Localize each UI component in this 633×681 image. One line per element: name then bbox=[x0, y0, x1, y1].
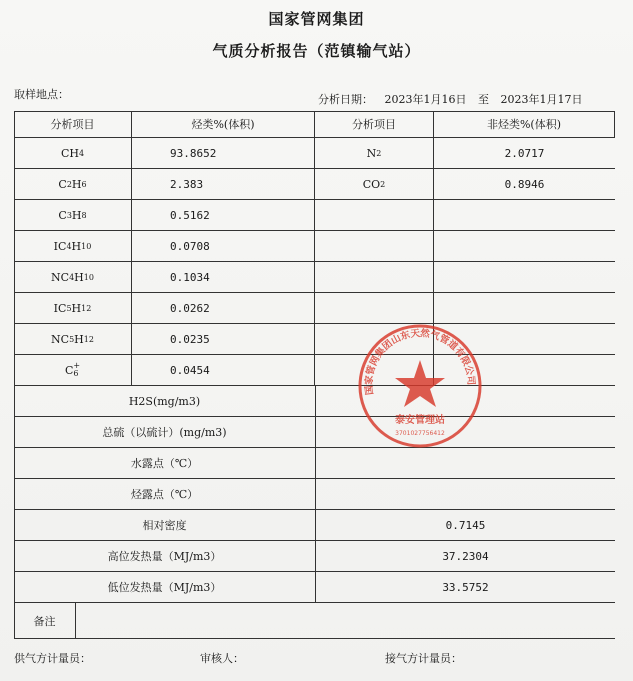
date-to-word: 至 bbox=[478, 93, 489, 106]
property-value bbox=[316, 448, 615, 479]
component-name: C 2 H 6 bbox=[14, 169, 132, 200]
header-item-2: 分析项目 bbox=[315, 111, 434, 138]
date-from: 2023年1月16日 bbox=[384, 93, 467, 106]
analysis-table bbox=[14, 111, 615, 639]
non-hydrocarbon-name bbox=[315, 293, 434, 324]
header-item: 分析项目 bbox=[14, 111, 132, 138]
svg-text:国家管网集团山东天然气管道有限公司: 国家管网集团山东天然气管道有限公司 bbox=[363, 328, 477, 396]
property-label: 总硫（以硫计）(mg/m3) bbox=[14, 417, 316, 448]
property-value bbox=[316, 479, 615, 510]
date-label: 分析日期： bbox=[318, 93, 373, 106]
non-hydrocarbon-name bbox=[315, 231, 434, 262]
component-value: 0.1034 bbox=[132, 262, 315, 293]
component-name: NC 5 H 12 bbox=[14, 324, 132, 355]
property-label: 水露点（℃） bbox=[14, 448, 316, 479]
property-label: 低位发热量（MJ/m3） bbox=[14, 572, 316, 603]
sampling-location-label: 取样地点： bbox=[14, 88, 69, 101]
component-value: 0.0708 bbox=[132, 231, 315, 262]
component-name: IC 5 H 12 bbox=[14, 293, 132, 324]
non-hydrocarbon-value bbox=[434, 200, 615, 231]
property-value bbox=[316, 417, 615, 448]
non-hydrocarbon-name bbox=[315, 324, 434, 355]
header-hydrocarbon: 烃类%(体积) bbox=[132, 111, 315, 138]
non-hydrocarbon-value bbox=[434, 293, 615, 324]
property-value: 33.5752 bbox=[316, 572, 615, 603]
component-value: 2.383 bbox=[132, 169, 315, 200]
property-value bbox=[316, 386, 615, 417]
date-to: 2023年1月17日 bbox=[500, 93, 583, 106]
component-name: IC 4 H 10 bbox=[14, 231, 132, 262]
non-hydrocarbon-name: CO 2 bbox=[315, 169, 434, 200]
component-value: 0.0262 bbox=[132, 293, 315, 324]
non-hydrocarbon-value bbox=[434, 231, 615, 262]
reviewer-label: 审核人： bbox=[200, 652, 244, 665]
supplier-metering-label: 供气方计量员： bbox=[14, 652, 91, 665]
non-hydrocarbon-name bbox=[315, 355, 434, 386]
property-label: 相对密度 bbox=[14, 510, 316, 541]
non-hydrocarbon-value bbox=[434, 262, 615, 293]
component-value: 0.0235 bbox=[132, 324, 315, 355]
non-hydrocarbon-name bbox=[315, 200, 434, 231]
org-title: 国家管网集团 bbox=[268, 10, 365, 28]
remark-label: 备注 bbox=[14, 603, 76, 639]
component-name: CH 4 bbox=[14, 138, 132, 169]
receiver-metering-label: 接气方计量员： bbox=[385, 652, 462, 665]
analysis-date bbox=[318, 91, 591, 107]
non-hydrocarbon-name: N 2 bbox=[315, 138, 434, 169]
non-hydrocarbon-value bbox=[434, 324, 615, 355]
property-value: 37.2304 bbox=[316, 541, 615, 572]
non-hydrocarbon-value: 0.8946 bbox=[434, 169, 615, 200]
component-name: C + 6 bbox=[14, 355, 132, 386]
property-label: 烃露点（℃） bbox=[14, 479, 316, 510]
property-label: H2S(mg/m3) bbox=[14, 386, 316, 417]
non-hydrocarbon-value bbox=[434, 355, 615, 386]
svg-text:3701027756412: 3701027756412 bbox=[395, 430, 445, 437]
component-value: 93.8652 bbox=[132, 138, 315, 169]
component-name: NC 4 H 10 bbox=[14, 262, 132, 293]
component-value: 0.5162 bbox=[132, 200, 315, 231]
remark-value bbox=[76, 603, 615, 639]
property-value: 0.7145 bbox=[316, 510, 615, 541]
svg-text:泰安管理站: 泰安管理站 bbox=[395, 415, 445, 426]
property-label: 高位发热量（MJ/m3） bbox=[14, 541, 316, 572]
component-value: 0.0454 bbox=[132, 355, 315, 386]
non-hydrocarbon-value: 2.0717 bbox=[434, 138, 615, 169]
report-title: 气质分析报告（范镇输气站） bbox=[212, 42, 421, 60]
non-hydrocarbon-name bbox=[315, 262, 434, 293]
component-name: C 3 H 8 bbox=[14, 200, 132, 231]
header-non-hydrocarbon: 非烃类%(体积) bbox=[434, 111, 615, 138]
